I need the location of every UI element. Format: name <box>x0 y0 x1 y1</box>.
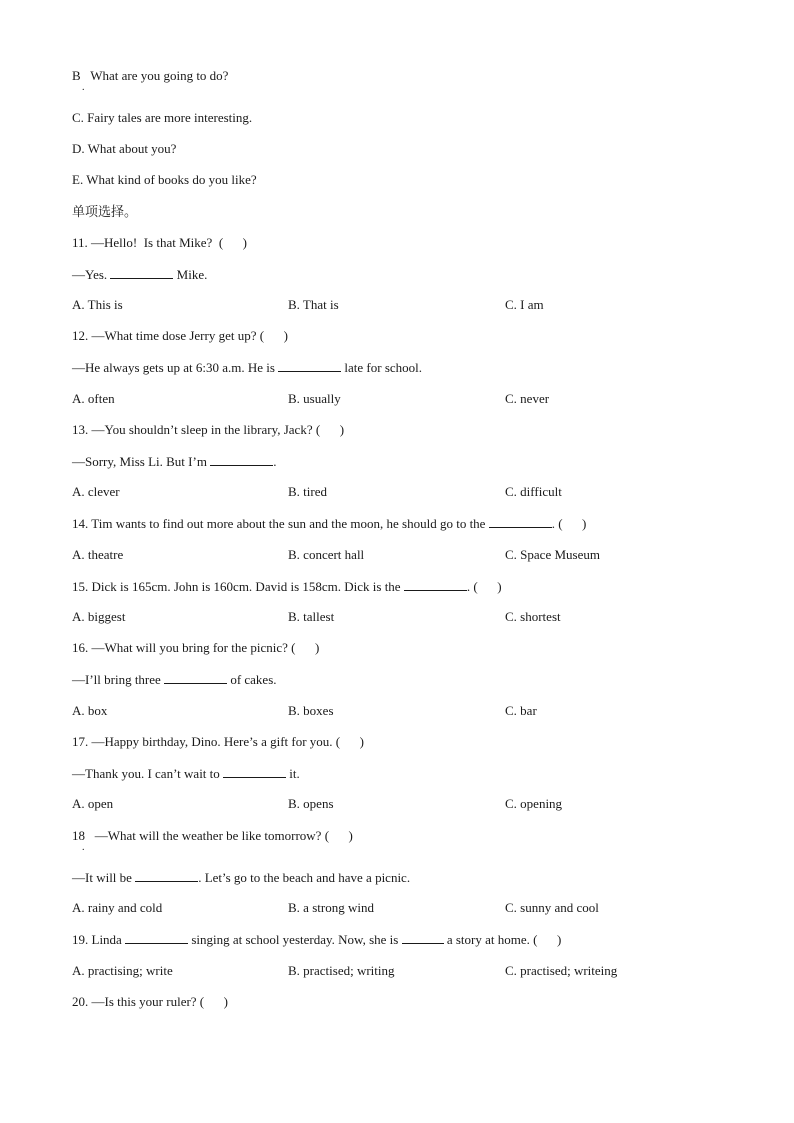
question-12-answer: —He always gets up at 6:30 a.m. He is late for school. <box>72 360 423 375</box>
answer-blank[interactable] <box>164 671 227 684</box>
question-17-answer: —Thank you. I can’t wait to it. <box>72 766 300 781</box>
question-18-option-b[interactable]: B. a strong wind <box>288 900 374 915</box>
choice-b <box>72 68 228 84</box>
question-13-answer: —Sorry, Miss Li. But I’m . <box>72 454 277 469</box>
question-17-option-c[interactable]: C. opening <box>505 796 563 811</box>
question-12-option-c[interactable]: C. never <box>505 391 550 406</box>
question-13-option-a[interactable]: A. clever <box>72 484 120 499</box>
choice-e: E. What kind of books do you like? <box>72 172 257 187</box>
question-15-option-a[interactable]: A. biggest <box>72 609 126 624</box>
question-16-stem: 16. —What will you bring for the picnic? ( ) <box>72 640 320 655</box>
answer-blank[interactable] <box>402 931 444 944</box>
question-11-option-c[interactable]: C. I am <box>505 297 544 312</box>
answer-blank[interactable] <box>489 515 552 528</box>
question-14-option-b[interactable]: B. concert hall <box>288 547 365 562</box>
question-16-answer: —I’ll bring three of cakes. <box>72 672 277 687</box>
question-18-stem: 18 —What will the weather be like tomorrow? ( ) <box>72 828 353 843</box>
question-15-option-c[interactable]: C. shortest <box>505 609 561 624</box>
choice-b-prefix: B <box>72 68 81 83</box>
choice-c: C. Fairy tales are more interesting. <box>72 110 253 125</box>
answer-blank[interactable] <box>125 931 188 944</box>
question-15-stem: 15. Dick is 165cm. John is 160cm. David is 158cm. Dick is the . ( ) <box>72 579 502 594</box>
question-13-option-c[interactable]: C. difficult <box>505 484 562 499</box>
question-12-option-b[interactable]: B. usually <box>288 391 341 406</box>
question-20-stem: 20. —Is this your ruler? ( ) <box>72 994 228 1009</box>
choice-b-text: What are you going to do? <box>90 68 229 83</box>
question-19-option-b[interactable]: B. practised; writing <box>288 963 395 978</box>
question-13-option-b[interactable]: B. tired <box>288 484 327 499</box>
answer-blank[interactable] <box>210 453 273 466</box>
question-18-option-c[interactable]: C. sunny and cool <box>505 900 599 915</box>
question-16-option-a[interactable]: A. box <box>72 703 108 718</box>
question-13-stem: 13. —You shouldn’t sleep in the library, Jack? ( ) <box>72 422 345 437</box>
question-11-answer: —Yes. Mike. <box>72 267 208 282</box>
question-17-option-b[interactable]: B. opens <box>288 796 334 811</box>
question-16-option-c[interactable]: C. bar <box>505 703 537 718</box>
question-11-stem: 11. —Hello! Is that Mike? ( ) <box>72 235 247 250</box>
question-19-option-a[interactable]: A. practising; write <box>72 963 173 978</box>
answer-blank[interactable] <box>404 578 467 591</box>
question-14-option-c[interactable]: C. Space Museum <box>505 547 600 562</box>
question-17-stem: 17. —Happy birthday, Dino. Here’s a gift for you. ( ) <box>72 734 364 749</box>
question-15-option-b[interactable]: B. tallest <box>288 609 335 624</box>
question-11-option-a[interactable]: A. This is <box>72 297 123 312</box>
answer-blank[interactable] <box>223 765 286 778</box>
choice-d: D. What about you? <box>72 141 177 156</box>
choice-b-dot: . <box>82 82 85 93</box>
question-19-stem: 19. Linda singing at school yesterday. Now, she is a story at home. ( ) <box>72 932 562 947</box>
question-12-option-a[interactable]: A. often <box>72 391 115 406</box>
question-18-answer: —It will be . Let’s go to the beach and have a picnic. <box>72 870 411 885</box>
answer-blank[interactable] <box>135 869 198 882</box>
question-14-stem: 14. Tim wants to find out more about the sun and the moon, he should go to the . ( ) <box>72 516 587 531</box>
question-18-option-a[interactable]: A. rainy and cold <box>72 900 163 915</box>
question-11-option-b[interactable]: B. That is <box>288 297 339 312</box>
answer-blank[interactable] <box>278 359 341 372</box>
question-19-option-c[interactable]: C. practised; writeing <box>505 963 618 978</box>
answer-blank[interactable] <box>110 266 173 279</box>
question-14-option-a[interactable]: A. theatre <box>72 547 124 562</box>
section-heading: 单项选择。 <box>72 204 138 219</box>
question-17-option-a[interactable]: A. open <box>72 796 114 811</box>
question-18-dot: . <box>82 842 85 853</box>
question-16-option-b[interactable]: B. boxes <box>288 703 334 718</box>
question-12-stem: 12. —What time dose Jerry get up? ( ) <box>72 328 288 343</box>
